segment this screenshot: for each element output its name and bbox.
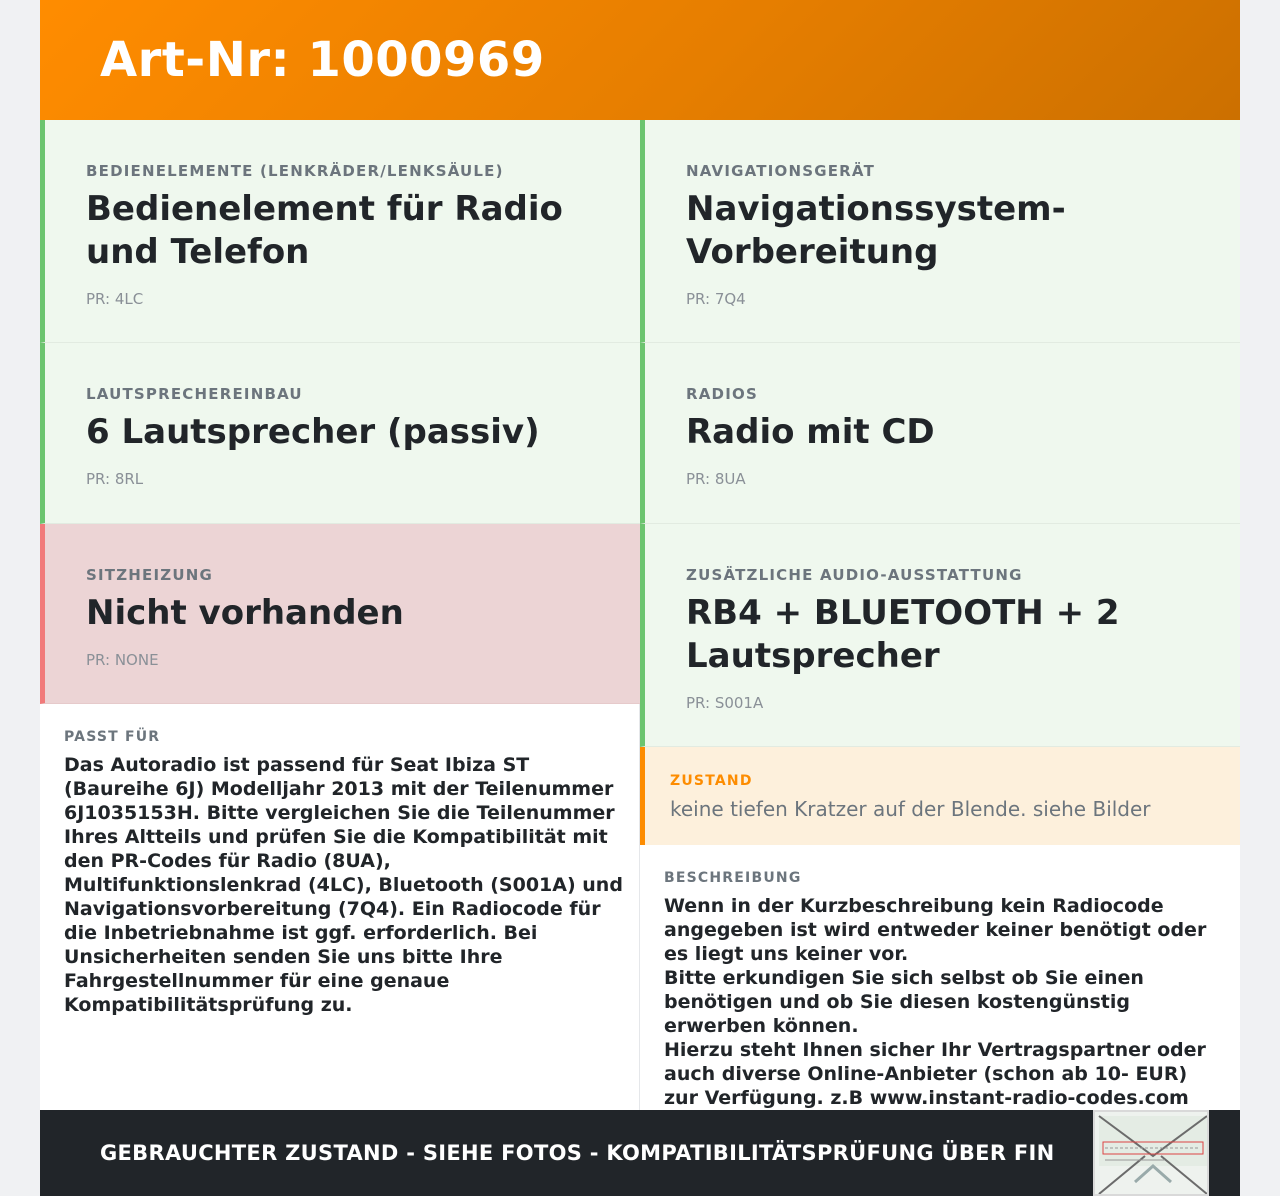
beschreibung-label: BESCHREIBUNG: [664, 870, 802, 886]
feature-pr-code: PR: 8RL: [86, 470, 144, 488]
feature-card-steering-controls: [40, 120, 640, 343]
feature-value: RB4 + BLUETOOTH + 2 Lautsprecher: [686, 593, 1120, 676]
feature-category: BEDIENELEMENTE (LENKRÄDER/LENKSÄULE): [86, 162, 504, 180]
feature-category: ZUSÄTZLICHE AUDIO-AUSSTATTUNG: [686, 566, 1023, 584]
feature-category: SITZHEIZUNG: [86, 566, 213, 584]
feature-pr-code: PR: 4LC: [86, 290, 144, 308]
feature-value: Bedienelement für Radio und Telefon: [86, 189, 563, 272]
listing-page: [40, 0, 1240, 1196]
passt-fuer-text: Das Autoradio ist passend für Seat Ibiza ST (Baureihe 6J) Modelljahr 2013 mit der Teilenummer 6J1035153H. Bitte vergleichen Sie die Teilenummer Ihres Altteils und prüfen Sie die Kompatibilität mit den PR-Codes für Radio (8UA), Multifunktionslenkrad (4LC), Bluetooth (S001A) und Navigationsvorbereitung (7Q4). Ein Radiocode für die Inbetriebnahme ist ggf. erforderlich. Bei Unsicherheiten senden Sie uns bitte Ihre Fahrgestellnummer für eine genaue Kompatibilitätsprüfung zu.: [64, 754, 623, 1016]
beschreibung-section: [664, 870, 1224, 1110]
feature-card-radios: [640, 343, 1240, 524]
feature-category: RADIOS: [686, 385, 758, 403]
footer-bar: [40, 1110, 1240, 1196]
envelope-label-icon: [1093, 1110, 1209, 1196]
feature-value: Radio mit CD: [686, 412, 935, 452]
feature-card-navigation: [640, 120, 1240, 343]
zustand-label: ZUSTAND: [670, 773, 753, 789]
feature-value: Nicht vorhanden: [86, 593, 404, 633]
feature-value: Navigationssystem-Vorbereitung: [686, 189, 1066, 272]
footer-note: GEBRAUCHTER ZUSTAND - SIEHE FOTOS - KOMPATIBILITÄTSPRÜFUNG ÜBER FIN: [100, 1141, 1055, 1165]
passt-fuer-label: PASST FÜR: [64, 729, 161, 745]
feature-pr-code: PR: S001A: [686, 694, 764, 712]
header-bar: [40, 0, 1240, 120]
beschreibung-text: Wenn in der Kurzbeschreibung kein Radiocode angegeben ist wird entweder keiner benötigt oder es liegt uns keiner vor. Bitte erkundigen Sie sich selbst ob Sie einen benötigen und ob Sie diesen kostengünstig erwerben können. Hierzu steht Ihnen sicher Ihr Vertragspartner oder auch diverse Online-Anbieter (schon ab 10- EUR) zur Verfügung. z.B www.instant-radio-codes.com: [664, 895, 1207, 1109]
feature-category: LAUTSPRECHEREINBAU: [86, 385, 303, 403]
feature-card-audio-extras: [640, 524, 1240, 747]
feature-pr-code: PR: NONE: [86, 651, 159, 669]
feature-pr-code: PR: 7Q4: [686, 290, 746, 308]
feature-value: 6 Lautsprecher (passiv): [86, 412, 540, 452]
feature-category: NAVIGATIONSGERÄT: [686, 162, 875, 180]
feature-pr-code: PR: 8UA: [686, 470, 746, 488]
article-number-title: Art-Nr: 1000969: [100, 32, 545, 88]
zustand-text: keine tiefen Kratzer auf der Blende. siehe Bilder: [670, 797, 1151, 821]
feature-card-speakers: [40, 343, 640, 524]
zustand-box: [640, 747, 1240, 845]
passt-fuer-section: [64, 729, 624, 1017]
feature-card-seat-heating: [40, 524, 640, 704]
